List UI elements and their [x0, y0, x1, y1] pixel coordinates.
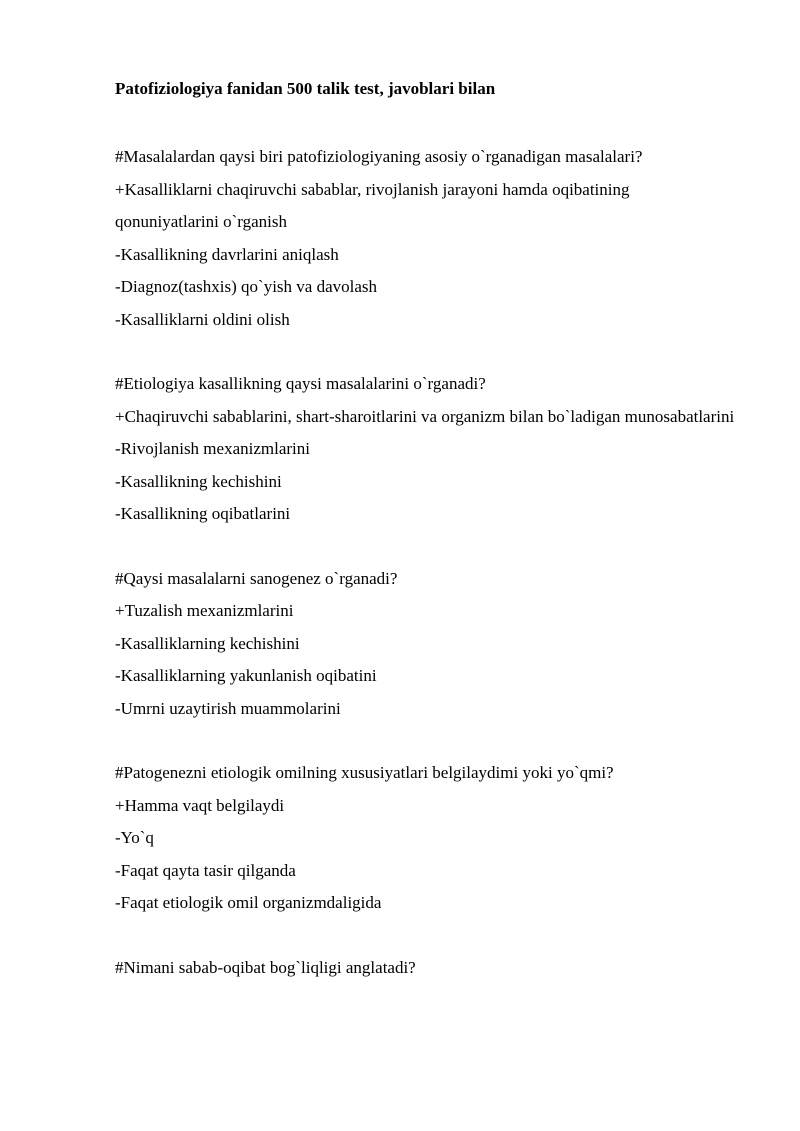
answer-option: -Yo`q — [115, 828, 154, 847]
answer-option: -Faqat qayta tasir qilganda — [115, 860, 296, 880]
question-text: #Etiologiya kasallikning qaysi masalalarini o`rganadi? — [115, 374, 486, 393]
question-text: #Qaysi masalalarni sanogenez o`rganadi? — [115, 568, 398, 588]
question-block-5 — [115, 952, 735, 985]
question-block-4 — [115, 757, 735, 920]
question-text: #Nimani sabab-oqibat bog`liqligi anglatadi? — [115, 957, 416, 977]
question-text: #Masalalardan qaysi biri patofiziologiyaning asosiy o`rganadigan masalalari? — [115, 147, 643, 166]
question-text: #Patogenezni etiologik omilning xususiyatlari belgilaydimi yoki yo`qmi? — [115, 763, 614, 782]
answer-option: -Umrni uzaytirish muammolarini — [115, 698, 341, 718]
answer-option: -Rivojlanish mexanizmlarini — [115, 439, 310, 458]
answer-option: -Faqat etiologik omil organizmdaligida — [115, 893, 382, 912]
answer-option: +Chaqiruvchi sabablarini, shart-sharoitlarini va organizm bilan bo`ladigan munosabatlarini — [115, 406, 735, 426]
answer-option: +Hamma vaqt belgilaydi — [115, 795, 285, 815]
answer-option: +Tuzalish mexanizmlarini — [115, 601, 294, 620]
answer-option: -Kasalliklarni oldini olish — [115, 309, 290, 329]
question-block-1 — [115, 141, 735, 336]
answer-option: -Kasallikning davrlarini aniqlash — [115, 244, 339, 264]
answer-option: -Kasallikning kechishini — [115, 471, 282, 491]
document-title: Patofiziologiya fanidan 500 talik test, javoblari bilan — [115, 79, 496, 98]
answer-option: -Diagnoz(tashxis) qo`yish va davolash — [115, 277, 378, 296]
question-block-2 — [115, 368, 735, 531]
question-block-3 — [115, 563, 735, 726]
answer-option: -Kasalliklarning kechishini — [115, 633, 300, 653]
answer-option: +Kasalliklarni chaqiruvchi sabablar, rivojlanish jarayoni hamda oqibatining qonuniyatlarini o`rganish — [115, 179, 630, 231]
answer-option: -Kasalliklarning yakunlanish oqibatini — [115, 666, 377, 685]
document-page — [115, 77, 735, 1016]
answer-option: -Kasallikning oqibatlarini — [115, 504, 291, 523]
